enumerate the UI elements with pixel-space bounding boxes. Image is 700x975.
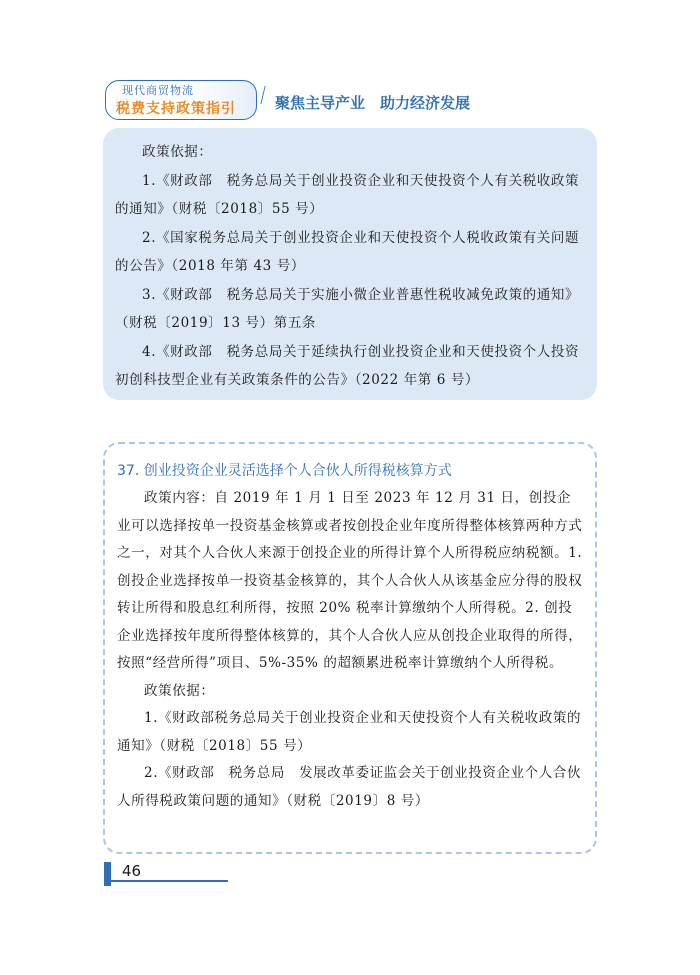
page-number: 46 <box>122 862 142 880</box>
footer-bar <box>104 862 111 886</box>
series-label: 现代商贸物流 <box>122 84 194 97</box>
section-title: 37. 创业投资企业灵活选择个人合伙人所得税核算方式 <box>117 463 452 479</box>
guide-title: 税费支持政策指引 <box>116 101 236 117</box>
basis-label: 政策依据： <box>142 144 213 160</box>
policy-content: 政策内容：自 2019 年 1 月 1 日至 2023 年 12 月 31 日，创投企业可以选择按单一投资基金核算或者按创投企业年度所得整体核算两种方式之一，对其个人合伙人来源于创投企业的所得计算个人所得税应纳税额。1. 创投企业选择按单一投资基金核算的，其个人合伙人从该基金应分得的股权转让所得和股息红利所得，按照 20% 税率计算缴纳个人所得税。2. 创投企业选择按年度所得整体核算的，其个人合伙人应从创投企业取得的所得，按照“经营所得”项目、5%-35% 的超额累进税率计算缴纳个人所得税。 <box>117 490 583 671</box>
header-slash-icon <box>260 72 266 118</box>
policy-basis-box <box>103 128 597 400</box>
header-slogan: 聚焦主导产业 助力经济发展 <box>275 94 471 112</box>
guide-badge <box>105 80 257 120</box>
page-header <box>105 72 625 122</box>
basis-label: 政策依据： <box>144 682 215 699</box>
basis-item: 3.《财政部 税务总局关于实施小微企业普惠性税收减免政策的通知》（财税〔2019〕13 号）第五条 <box>115 286 580 331</box>
policy-37-box <box>103 442 597 854</box>
basis-item: 2.《国家税务总局关于创业投资企业和天使投资个人税收政策有关问题的公告》（2018 年第 43 号） <box>115 229 580 274</box>
basis-item: 1.《财政部税务总局关于创业投资企业和天使投资个人有关税收政策的通知》（财税〔2018〕55 号） <box>117 710 582 754</box>
basis-item: 2.《财政部 税务总局 发展改革委证监会关于创业投资企业个人合伙人所得税政策问题的通知》（财税〔2019〕8 号） <box>117 765 582 809</box>
basis-item: 4.《财政部 税务总局关于延续执行创业投资企业和天使投资个人投资初创科技型企业有关政策条件的公告》（2022 年第 6 号） <box>115 343 580 388</box>
footer-rule <box>104 880 228 882</box>
basis-item: 1.《财政部 税务总局关于创业投资企业和天使投资个人有关税收政策的通知》（财税〔2018〕55 号） <box>115 172 580 217</box>
